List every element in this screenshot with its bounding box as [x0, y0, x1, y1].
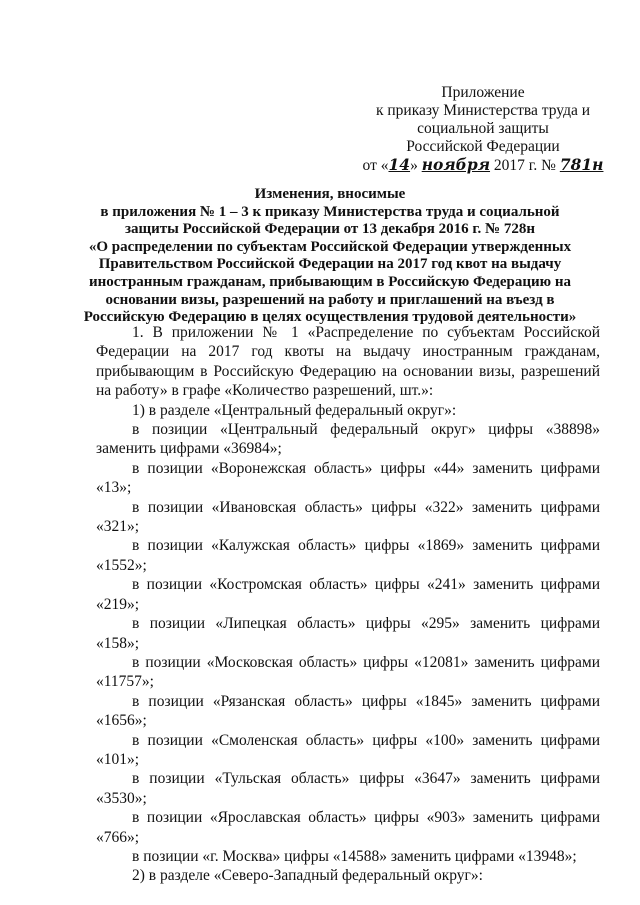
heading-line: «О распределении по субъектам Российской Федерации утвержденных: [88, 238, 572, 255]
heading-line: основании визы, разрешений на работу и приглашений на въезд в: [105, 291, 555, 308]
date-day-handwritten: 14: [388, 155, 411, 174]
body-paragraph: в позиции «Липецкая область» цифры «295» заменить цифрами «158»;: [96, 615, 600, 652]
document-heading: [70, 186, 590, 327]
body-paragraph: 1) в разделе «Центральный федеральный округ»:: [132, 401, 457, 419]
body-paragraph: в позиции «Костромская область» цифры «241» заменить цифрами «219»;: [96, 576, 600, 613]
body-paragraph: 2) в разделе «Северо-Западный федеральный округ»:: [132, 867, 483, 885]
body-paragraph: в позиции «Ивановская область» цифры «322» заменить цифрами «321»;: [96, 498, 600, 536]
body-paragraph: в позиции «Ярославская область» цифры «903» заменить цифрами «766»;: [96, 809, 600, 846]
appendix-block: [358, 84, 608, 175]
order-number-handwritten: 781н: [559, 155, 604, 174]
appendix-line: Российской Федерации: [406, 138, 560, 155]
document-body: [96, 323, 600, 886]
appendix-line: к приказу Министерства труда и: [375, 102, 591, 119]
date-year: 2017 г. №: [490, 157, 560, 174]
body-paragraph: в позиции «Воронежская область» цифры «44» заменить цифрами «13»;: [96, 459, 600, 497]
body-paragraph: в позиции «Калужская область» цифры «1869» заменить цифрами «1552»;: [96, 537, 600, 574]
order-date-line: [358, 156, 608, 175]
date-mid: »: [410, 157, 422, 174]
heading-line: Правительством Российской Федерации на 2017 год квот на выдачу: [98, 256, 562, 273]
heading-line: защиты Российской Федерации от 13 декабря 2016 г. № 728н: [124, 221, 536, 238]
body-paragraph: 1. В приложении № 1 «Распределение по субъектам Российской Федерации на 2017 год квоты на выдачу иностранным гражданам, прибывающим в Российскую Федерацию на основании визы, разрешений на работу» в графе «Количество разрешений, шт.»:: [96, 324, 600, 400]
appendix-line: социальной защиты: [417, 120, 549, 137]
body-paragraph: в позиции «Центральный федеральный округ» цифры «38898» заменить цифрами «36984»;: [96, 421, 600, 458]
body-paragraph: в позиции «г. Москва» цифры «14588» заменить цифрами «13948»;: [132, 847, 577, 865]
date-month-handwritten: ноября: [421, 155, 491, 174]
heading-line: Изменения, вносимые: [254, 186, 406, 202]
heading-line: Российскую Федерацию в целях осуществления трудовой деятельности»: [83, 309, 577, 326]
heading-line: в приложения № 1 – 3 к приказу Министерства труда и социальной: [100, 203, 560, 220]
appendix-title: Приложение: [441, 84, 525, 101]
heading-line: иностранным гражданам, прибывающим в Российскую Федерацию на: [88, 273, 572, 290]
body-paragraph: в позиции «Рязанская область» цифры «1845» заменить цифрами «1656»;: [96, 692, 600, 730]
body-paragraph: в позиции «Тульская область» цифры «3647» заменить цифрами «3530»;: [96, 770, 600, 807]
date-prefix: от «: [362, 157, 389, 174]
body-paragraph: в позиции «Смоленская область» цифры «100» заменить цифрами «101»;: [96, 731, 600, 768]
body-paragraph: в позиции «Московская область» цифры «12081» заменить цифрами «11757»;: [96, 653, 600, 691]
